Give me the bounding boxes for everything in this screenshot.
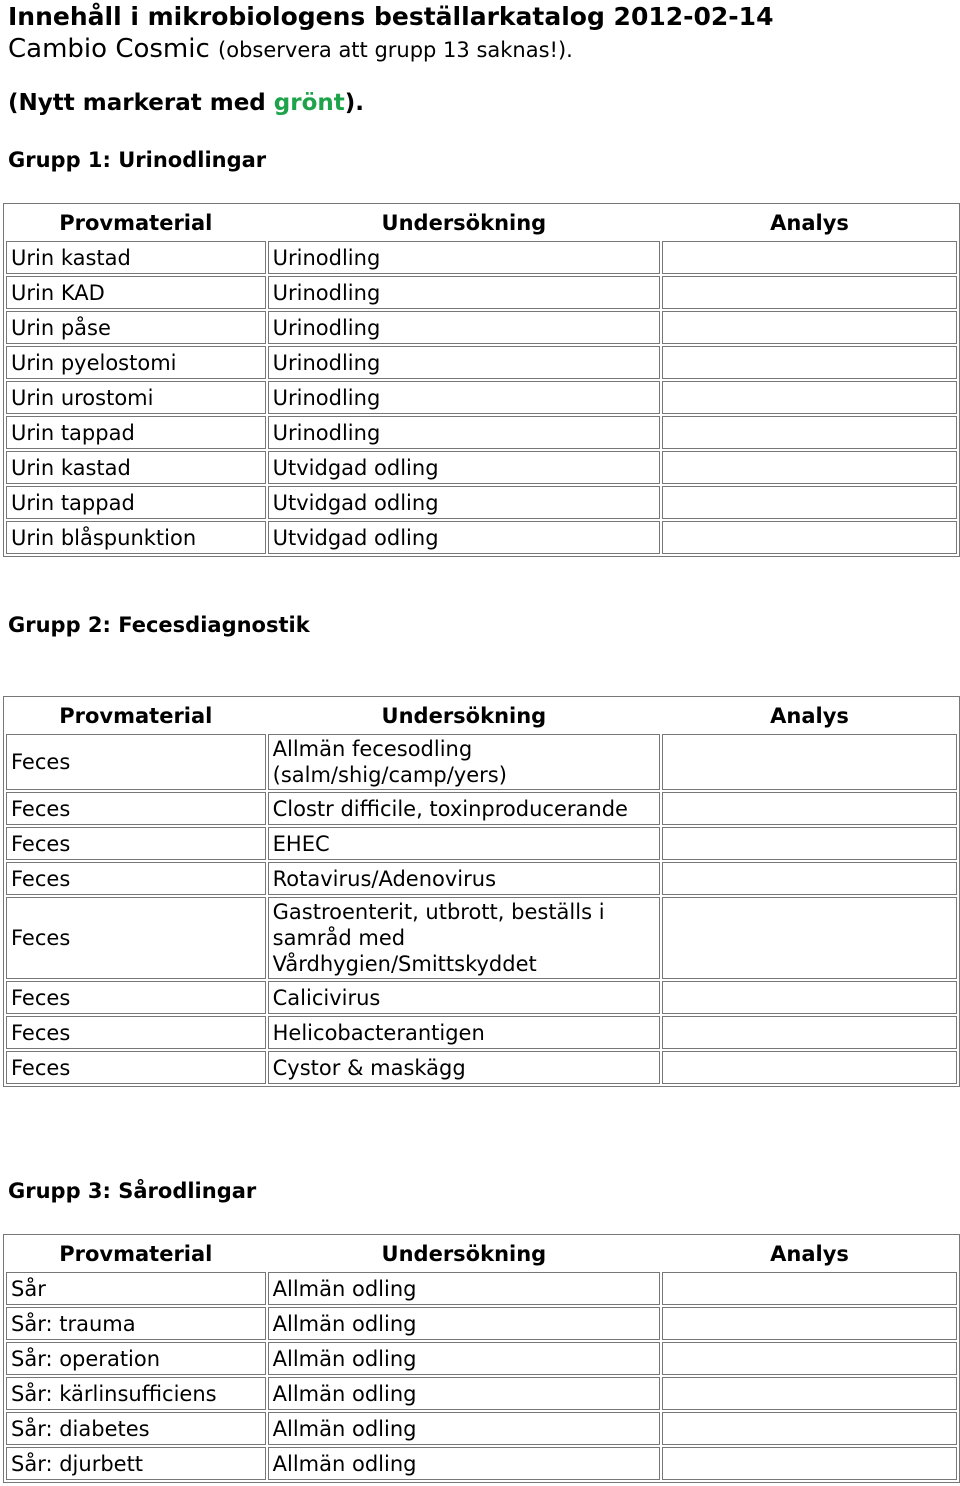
col-undersokning: Undersökning [268,699,660,732]
cell-analys [662,734,957,790]
cell-provmaterial: Feces [6,734,266,790]
cell-analys [662,1307,957,1340]
new-items-note [8,90,364,116]
table-row [6,1051,957,1084]
cell-undersokning [268,981,660,1014]
table-row [6,827,957,860]
cell-provmaterial: Urin påse [6,311,266,344]
table-row [6,1272,957,1305]
cell-provmaterial: Urin blåspunktion [6,521,266,554]
table-row [6,1342,957,1375]
table-row [6,416,957,449]
table-row [6,276,957,309]
cell-analys [662,521,957,554]
col-analys: Analys [662,206,957,239]
cell-undersokning-line: Cystor & maskägg [272,1055,466,1080]
cell-undersokning: Allmän odling [268,1342,660,1375]
cell-analys [662,1051,957,1084]
cell-undersokning: Allmän odling [268,1307,660,1340]
cell-analys [662,1377,957,1410]
cell-undersokning [268,1016,660,1049]
cell-provmaterial: Feces [6,862,266,895]
table-row [6,734,957,790]
cell-undersokning: Allmän odling [268,1377,660,1410]
cell-provmaterial: Sår: diabetes [6,1412,266,1445]
cell-undersokning-line: Vårdhygien/Smittskyddet [272,952,537,976]
cell-provmaterial: Feces [6,1016,266,1049]
cell-provmaterial: Sår: operation [6,1342,266,1375]
col-provmaterial: Provmaterial [6,206,266,239]
cell-analys [662,981,957,1014]
cell-undersokning [268,862,660,895]
table-row [6,981,957,1014]
new-note-after: ). [344,90,364,116]
cell-undersokning: Utvidgad odling [268,486,660,519]
cell-undersokning: Urinodling [268,381,660,414]
page-title: Innehåll i mikrobiologens beställarkatalog 2012-02-14 [8,2,774,31]
table-row [6,1016,957,1049]
cell-provmaterial: Feces [6,827,266,860]
table-row [6,792,957,825]
cell-undersokning: Allmän odling [268,1272,660,1305]
col-analys: Analys [662,1237,957,1270]
cell-undersokning-line: Allmän fecesodling [272,737,473,761]
new-note-green: grönt [273,90,345,116]
table-row [6,897,957,979]
cell-undersokning: Urinodling [268,241,660,274]
cell-provmaterial: Urin urostomi [6,381,266,414]
cell-analys [662,1272,957,1305]
cell-analys [662,381,957,414]
table-header-row [6,206,957,239]
group-1-table [3,203,960,557]
table-row [6,1377,957,1410]
cell-analys [662,1016,957,1049]
cell-provmaterial: Feces [6,1051,266,1084]
cell-provmaterial: Urin pyelostomi [6,346,266,379]
cell-provmaterial: Urin tappad [6,416,266,449]
cell-undersokning-line: Gastroenterit, utbrott, beställs i [272,900,605,924]
table-row [6,486,957,519]
cell-undersokning: Allmän odling [268,1412,660,1445]
cell-undersokning-line: Calicivirus [272,985,381,1010]
cell-undersokning: Allmän odling [268,1447,660,1480]
cell-analys [662,862,957,895]
col-undersokning: Undersökning [268,1237,660,1270]
cell-undersokning [268,734,660,790]
cell-analys [662,311,957,344]
cell-undersokning: Utvidgad odling [268,451,660,484]
cell-provmaterial: Urin KAD [6,276,266,309]
table-row [6,1412,957,1445]
table-header-row [6,699,957,732]
cell-undersokning [268,792,660,825]
table-row [6,241,957,274]
cell-analys [662,451,957,484]
cell-provmaterial: Feces [6,792,266,825]
cell-provmaterial: Sår: trauma [6,1307,266,1340]
table-row [6,521,957,554]
cell-undersokning-line: Helicobacterantigen [272,1020,485,1045]
cell-undersokning [268,827,660,860]
cell-provmaterial: Feces [6,981,266,1014]
cell-undersokning-line: EHEC [272,831,330,856]
group-1-title: Grupp 1: Urinodlingar [8,148,267,172]
group-2-table [3,696,960,1087]
cell-provmaterial: Urin kastad [6,451,266,484]
table-row [6,311,957,344]
col-provmaterial: Provmaterial [6,1237,266,1270]
table-row [6,451,957,484]
subtitle-main: Cambio Cosmic [8,34,210,64]
table-row [6,346,957,379]
subtitle-note: (observera att grupp 13 saknas!). [218,38,573,62]
new-note-before: (Nytt markerat med [8,90,274,116]
cell-undersokning: Urinodling [268,276,660,309]
table-row [6,862,957,895]
group-2-title: Grupp 2: Fecesdiagnostik [8,613,310,637]
table-row [6,381,957,414]
cell-analys [662,241,957,274]
cell-analys [662,827,957,860]
cell-undersokning-line: (salm/shig/camp/yers) [272,763,507,787]
table-header-row [6,1237,957,1270]
cell-provmaterial: Sår [6,1272,266,1305]
cell-undersokning-line: Rotavirus/Adenovirus [272,866,497,891]
cell-analys [662,897,957,979]
page-subtitle [8,34,573,64]
cell-undersokning-line: samråd med [272,926,406,950]
cell-undersokning: Urinodling [268,416,660,449]
col-analys: Analys [662,699,957,732]
cell-undersokning: Utvidgad odling [268,521,660,554]
cell-provmaterial: Urin kastad [6,241,266,274]
group-3-title: Grupp 3: Sårodlingar [8,1179,257,1203]
col-provmaterial: Provmaterial [6,699,266,732]
cell-undersokning-line: Clostr difficile, toxinproducerande [272,796,628,821]
cell-provmaterial: Sår: kärlinsufficiens [6,1377,266,1410]
cell-analys [662,792,957,825]
cell-undersokning [268,1051,660,1084]
cell-analys [662,416,957,449]
cell-provmaterial: Urin tappad [6,486,266,519]
table-row [6,1447,957,1480]
cell-undersokning: Urinodling [268,346,660,379]
table-row [6,1307,957,1340]
group-3-table [3,1234,960,1483]
col-undersokning: Undersökning [268,206,660,239]
cell-provmaterial: Feces [6,897,266,979]
cell-analys [662,1447,957,1480]
cell-analys [662,276,957,309]
cell-analys [662,1412,957,1445]
cell-analys [662,346,957,379]
cell-analys [662,1342,957,1375]
cell-undersokning: Urinodling [268,311,660,344]
cell-provmaterial: Sår: djurbett [6,1447,266,1480]
cell-analys [662,486,957,519]
cell-undersokning [268,897,660,979]
